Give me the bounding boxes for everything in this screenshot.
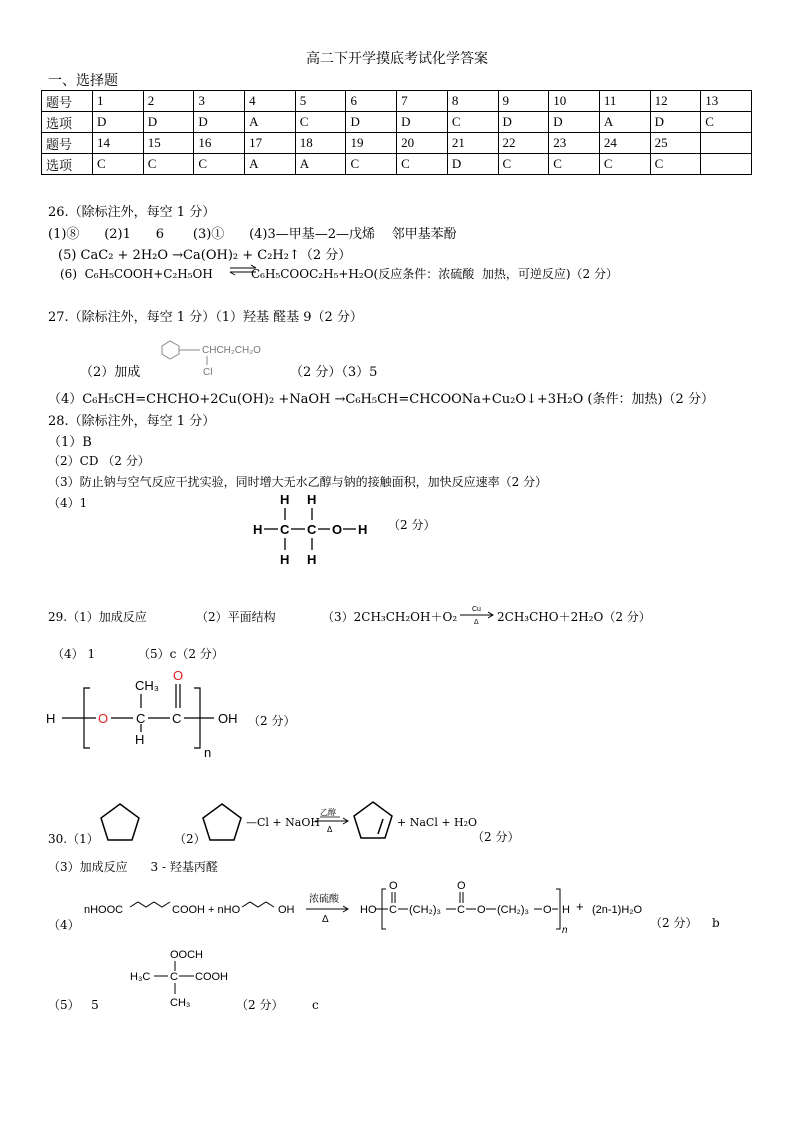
reversible-arrow xyxy=(228,262,258,278)
q30-r4-cond-top: 浓硫酸 xyxy=(309,894,339,905)
answer-table-cell: 6 xyxy=(346,91,397,112)
q30-part2-label: （2） xyxy=(174,832,206,846)
s5-h3c: H₃C xyxy=(130,971,151,983)
q29-part4: （4） 1 xyxy=(52,647,96,661)
cyclopentane-icon xyxy=(96,800,144,846)
atom-h-top2: H xyxy=(307,492,317,507)
answer-table-cell: C xyxy=(549,154,600,175)
q29-cond-top: Cu xyxy=(472,606,481,613)
q30-r2-left: —Cl + NaOH xyxy=(246,816,320,829)
q30-part4-label: （4） xyxy=(48,918,80,932)
answer-table-cell: 12 xyxy=(650,91,701,112)
answer-table-cell: 7 xyxy=(397,91,448,112)
answer-table-cell: 16 xyxy=(194,133,245,154)
poly-carbonyl-o: O xyxy=(173,668,184,683)
answer-table-cell: C xyxy=(599,154,650,175)
q30-part5-structure xyxy=(128,944,238,1012)
answer-table-cell: 18 xyxy=(295,133,346,154)
answer-table-cell: C xyxy=(93,154,144,175)
answer-table-cell: D xyxy=(447,154,498,175)
answer-table-row-header: 选项 xyxy=(42,154,93,175)
q30-r4-cond-bot: Δ xyxy=(322,914,329,925)
atom-h-left: H xyxy=(253,522,263,537)
answer-table-cell: 14 xyxy=(93,133,144,154)
answer-table-cell: 19 xyxy=(346,133,397,154)
answer-table-cell: 10 xyxy=(549,91,600,112)
answer-table-cell: D xyxy=(650,112,701,133)
chlorocyclopentane-ring-icon xyxy=(200,800,246,846)
q30-r4-equation xyxy=(82,876,712,936)
q30-r4-reactant2-right: OH xyxy=(278,904,295,916)
answer-table-cell: C xyxy=(397,154,448,175)
answer-table-cell: A xyxy=(295,154,346,175)
answer-table-cell: D xyxy=(346,112,397,133)
answer-table-cell: C xyxy=(447,112,498,133)
q26-line2: (5) CaC₂ + 2H₂O →Ca(OH)₂ + C₂H₂↑（2 分） xyxy=(58,248,352,263)
q30-r4-o-top2: O xyxy=(457,880,466,892)
atom-h-bot2: H xyxy=(307,552,317,567)
answer-table-cell: 22 xyxy=(498,133,549,154)
answer-table-row-header: 选项 xyxy=(42,112,93,133)
q30-part5-answer-c: c xyxy=(312,998,319,1012)
answer-table-cell: 4 xyxy=(245,91,296,112)
answer-table-cell: D xyxy=(194,112,245,133)
poly-h-bottom: H xyxy=(135,732,145,747)
ethanol-structure xyxy=(244,488,374,570)
q28-heading: 28.（除标注外，每空 1 分） xyxy=(48,414,216,429)
answer-table-cell: D xyxy=(143,112,194,133)
q27-part2-score: （2 分）（3）5 xyxy=(290,365,378,380)
q30-r4-o-mid: O xyxy=(477,904,486,916)
q30-r2-cond-bot: Δ xyxy=(327,825,333,834)
answer-table-cell: 23 xyxy=(549,133,600,154)
q30-r4-water: (2n-1)H₂O xyxy=(592,904,643,916)
s5-ch3: CH₃ xyxy=(170,997,191,1009)
q27-part2-label: （2）加成 xyxy=(80,365,141,380)
answer-table-cell: C xyxy=(295,112,346,133)
q30-r4-ch2-a: (CH₂)₃ xyxy=(409,904,441,916)
q30-r4-o-end: O xyxy=(543,904,552,916)
q27-structure xyxy=(152,332,292,380)
q30-r4-answer-b: b xyxy=(712,916,720,930)
q26-heading: 26.（除标注外，每空 1 分） xyxy=(48,205,216,220)
answer-table-cell: 20 xyxy=(397,133,448,154)
page-title: 高二下开学摸底考试化学答案 xyxy=(306,51,488,67)
answer-table-cell: A xyxy=(245,154,296,175)
q30-r4-ho: HO xyxy=(360,904,377,916)
q30-part5-label: （5） 5 xyxy=(48,998,99,1012)
benzene-ring xyxy=(162,341,179,359)
q29-poly-score: （2 分） xyxy=(248,714,296,728)
q30-r4-ch2-b: (CH₂)₃ xyxy=(497,904,529,916)
atom-c1: C xyxy=(280,522,290,537)
answer-table-cell: 1 xyxy=(93,91,144,112)
q28-struct-score: （2 分） xyxy=(388,518,436,532)
q29-part3-left: （3）2CH₃CH₂OH＋O₂ xyxy=(322,610,458,624)
q27-part4: （4）C₆H₅CH=CHCHO+2Cu(OH)₂ +NaOH →C₆H₅CH=CHCOONa+Cu₂O↓+3H₂O (条件：加热)（2 分） xyxy=(48,392,714,407)
q29-arrow xyxy=(459,604,495,626)
q28-line1: （1）B xyxy=(48,435,92,450)
answer-table-row-header: 题号 xyxy=(42,133,93,154)
answer-table-cell: C xyxy=(194,154,245,175)
answer-table-cell: 5 xyxy=(295,91,346,112)
q30-r2-score: （2 分） xyxy=(472,830,520,844)
q30-r4-reactant1-right: COOH + nHO xyxy=(172,904,241,916)
q28-line3: （3）防止钠与空气反应干扰实验，同时增大无水乙醇与钠的接触面积，加快反应速率（2 分） xyxy=(48,475,548,489)
answer-table-cell: 15 xyxy=(143,133,194,154)
answer-table-cell: 2 xyxy=(143,91,194,112)
q29-part2: （2）平面结构 xyxy=(196,610,276,624)
answer-table-row xyxy=(42,154,752,175)
q29-part3-right: 2CH₃CHO＋2H₂O（2 分） xyxy=(497,610,651,624)
answer-table xyxy=(41,90,752,175)
poly-c1: C xyxy=(136,711,146,726)
atom-o: O xyxy=(332,522,343,537)
atom-h-right: H xyxy=(358,522,368,537)
answer-table-row xyxy=(42,133,752,154)
answer-table-cell: 21 xyxy=(447,133,498,154)
answer-table-cell: 3 xyxy=(194,91,245,112)
answer-table-row xyxy=(42,112,752,133)
answer-table-cell: D xyxy=(549,112,600,133)
q28-line4: （4）1 xyxy=(48,496,88,510)
q30-r4-score: （2 分） xyxy=(650,916,698,930)
answer-table-cell: 24 xyxy=(599,133,650,154)
section-heading-choice: 一、选择题 xyxy=(48,73,118,89)
s5-c: C xyxy=(170,971,178,983)
answer-table-cell: A xyxy=(245,112,296,133)
q30-r4-c2: C xyxy=(457,904,465,916)
s5-cooh: COOH xyxy=(195,971,228,983)
atom-h-bot1: H xyxy=(280,552,290,567)
poly-n: n xyxy=(204,745,212,760)
q30-r2-cond-top: 乙醇 xyxy=(320,808,336,817)
answer-table-cell: C xyxy=(498,154,549,175)
answer-table-cell: C xyxy=(143,154,194,175)
q27-heading: 27.（除标注外，每空 1 分）（1）羟基 醛基 9（2 分） xyxy=(48,310,363,325)
q30-r4-c1: C xyxy=(389,904,397,916)
q30-r2-right: + NaCl + H₂O xyxy=(397,816,478,829)
answer-table-cell: C xyxy=(650,154,701,175)
q30-label: 30.（1） xyxy=(48,832,99,846)
answer-table-cell: 25 xyxy=(650,133,701,154)
q27-struct-cl: Cl xyxy=(203,367,213,378)
answer-table-cell: 8 xyxy=(447,91,498,112)
q30-part5-score: （2 分） xyxy=(236,998,284,1012)
q27-struct-chain: CHCH₂CH₂O xyxy=(202,345,261,356)
atom-c2: C xyxy=(307,522,317,537)
poly-h: H xyxy=(46,711,56,726)
answer-table-cell: 17 xyxy=(245,133,296,154)
answer-table-cell: 11 xyxy=(599,91,650,112)
s5-ooch: OOCH xyxy=(170,949,203,961)
answer-table-cell: D xyxy=(397,112,448,133)
q26-line1: (1)⑧ (2)1 6 (3)① (4)3—甲基—2—戊烯 邻甲基苯酚 xyxy=(48,227,457,242)
q30-part3: （3）加成反应 3 - 羟基丙醛 xyxy=(48,860,218,874)
poly-ch3: CH₃ xyxy=(135,678,160,693)
q30-r4-o-top1: O xyxy=(389,880,398,892)
atom-h-top1: H xyxy=(280,492,290,507)
q30-r4-plus: + xyxy=(576,899,584,914)
q30-r2-arrow xyxy=(314,806,350,834)
q26-line3: (6) C₆H₅COOH+C₂H₅OH C₆H₅COOC₂H₅+H₂O(反应条件：浓硫酸 加热，可逆反应)（2 分） xyxy=(60,267,618,281)
answer-table-cell: D xyxy=(498,112,549,133)
q28-line2: （2）CD （2 分） xyxy=(48,454,150,468)
poly-c2: C xyxy=(172,711,182,726)
answer-table-cell: D xyxy=(93,112,144,133)
q30-r4-reactant1-left: nHOOC xyxy=(84,904,124,916)
answer-table-cell: 13 xyxy=(701,91,752,112)
answer-table-cell: A xyxy=(599,112,650,133)
answer-table-cell xyxy=(701,154,752,175)
answer-table-cell: C xyxy=(701,112,752,133)
answer-table-cell: C xyxy=(346,154,397,175)
q30-r4-h: H xyxy=(562,904,570,916)
cyclopentene-icon xyxy=(352,798,396,842)
answer-table-cell: 9 xyxy=(498,91,549,112)
poly-oh: OH xyxy=(218,711,238,726)
answer-table-row-header: 题号 xyxy=(42,91,93,112)
q30-r4-n: n xyxy=(562,925,568,936)
poly-ether-o: O xyxy=(98,711,109,726)
answer-table-cell xyxy=(701,133,752,154)
answer-table-row xyxy=(42,91,752,112)
q29-cond-bot: Δ xyxy=(474,619,479,626)
q29-part1: 29.（1）加成反应 xyxy=(48,610,147,624)
q29-part5: （5）c（2 分） xyxy=(138,647,224,661)
